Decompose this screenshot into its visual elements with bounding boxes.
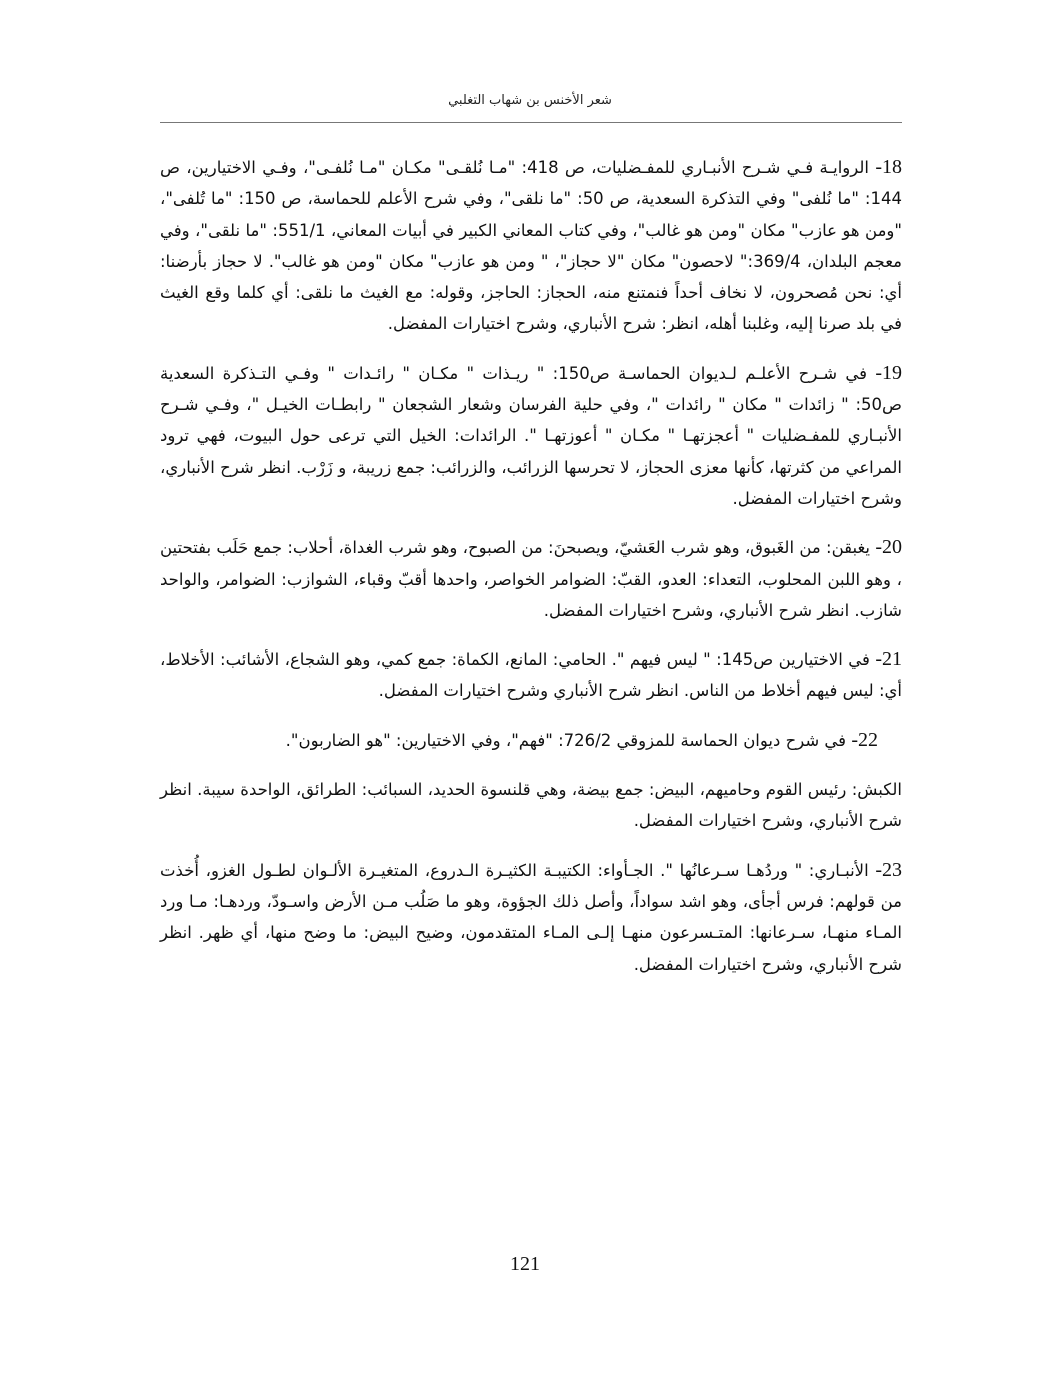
- footnote-19: [160, 358, 902, 514]
- footnote-text: في شـرح الأعلـم لـديوان الحماسـة ص150: " ريـذات " مكـان " رائـدات " وفـي التـذكرة السعدية ص50: " زائدات " مكان " رائدات "، وفي حلية الفرسان وشعار الشجعان " رابطـات الخيـل "، وفـي شـرح الأنبـاري للمفـضليات " أعجزتهـا " مكـان " أعوزتهـا ". الرائدات: الخيل التي ترعى حول البيوت، فهي ترود المراعي من كثرتها، كأنها معزى الحجاز، لا تحرسها الزرائب، والزرائب: جمع زريبة، و زَرْب. انظر شرح الأنباري، وشرح اختيارات المفضل.: [160, 363, 902, 508]
- footnote-21: [160, 644, 902, 707]
- footnote-number: 23-: [875, 858, 902, 881]
- footnote-text: في شرح ديوان الحماسة للمزوقي 726/2: "فهم"، وفي الاختيارين: "هو الضاربون".: [285, 730, 847, 750]
- footnote-number: 19-: [875, 361, 902, 384]
- footnote-23: [160, 855, 902, 980]
- footnote-text: في الاختيارين ص145: " ليس فيهم ". الحامي: المانع، الكماة: جمع كمي، وهو الشجاع، الأشائب: الأخلاط، أي: ليس فيهم أخلاط من الناس. انظر شرح الأنباري وشرح اختيارات المفضل.: [160, 650, 902, 701]
- running-header: شعر الأخنس بن شهاب التغلبي: [448, 93, 612, 108]
- footnote-22-continuation: [160, 774, 902, 837]
- footnotes-list: [160, 152, 902, 998]
- footnote-text: الأنبـاري: " وردُهـا سـرعانُها ". الجـأواء: الكتيبـة الكثيـرة الـدروع، المتغيـرة الألـوان لطـول الغزو، أُخذت من قولهم: فرس أجأى، وهو اشد سواداً، وأصل ذلك الجؤوة، وهو ما صَلُب مـن الأرض واسـودّ، وردهـا: مـا ورد المـاء منهـا، سـرعانها: المتـسرعون منهـا إلـى المـاء المتقدمون، وضيح البيض: ما وضح منها، أي ظهر. انظر شرح الأنباري، وشرح اختيارات المفضل.: [160, 860, 902, 974]
- footnote-text: يغبقن: من الغَبوق، وهو شرب العَشيّ، ويصبحنَ: من الصبوح، وهو شرب الغداة، أحلاب: جمع حَلَب بفتحتين ، وهو اللبن المحلوب، التعداء: العدو، القبّ: الضوامر الخواصر، واحدها أقبّ وقباء، الشوازب: الضوامر، والواحد شازب. انظر شرح الأنباري، وشرح اختيارات المفضل.: [160, 538, 902, 620]
- footnote-number: 21-: [875, 648, 902, 671]
- footnote-text: الروايـة فـي شـرح الأنبـاري للمفـضليات، ص 418: "مـا نُلقـى" مكـان "مـا نُلفـى"، وفـي الاختيارين، ص 144: "ما نُلفى" وفي التذكرة السعدية، ص 50: "ما نلقى"، وفي شرح الأعلم للحماسة، ص 150: "ما تُلفى"، "ومن هو عازب" مكان "ومن هو غالب"، وفي كتاب المعاني الكبير في أبيات المعاني، 551/1: "ما نلقى"، وفي معجم البلدان، 369/4:" لاحصون" مكان "لا حجاز"، " ومن هو عازب" مكان "ومن هو غالب". لا حجاز بأرضنا: أي: نحن مُصحرون، لا نخاف أحداً فنمتنع منه، الحجاز: الحاجز، وقوله: مع الغيث ما نلقى: أي كلما وقع الغيث في بلد صرنا إليه، وغلبنا أهله، انظر: شرح الأنباري، وشرح اختيارات المفضل.: [160, 158, 902, 334]
- footnote-number: 20-: [875, 536, 902, 559]
- header-divider: [160, 122, 902, 123]
- footnote-18: [160, 152, 902, 340]
- footnote-20: [160, 532, 902, 626]
- footnote-number: 18-: [875, 156, 902, 178]
- page-number: 121: [510, 1253, 540, 1275]
- footnote-text: الكبش: رئيس القوم وحاميهم، البيض: جمع بيضة، وهي قلنسوة الحديد، السبائب: الطرائق، الواحدة سيبة. انظر شرح الأنباري، وشرح اختيارات المفضل.: [160, 780, 902, 831]
- footnote-22: [160, 725, 902, 756]
- footnote-number: 22-: [851, 728, 878, 751]
